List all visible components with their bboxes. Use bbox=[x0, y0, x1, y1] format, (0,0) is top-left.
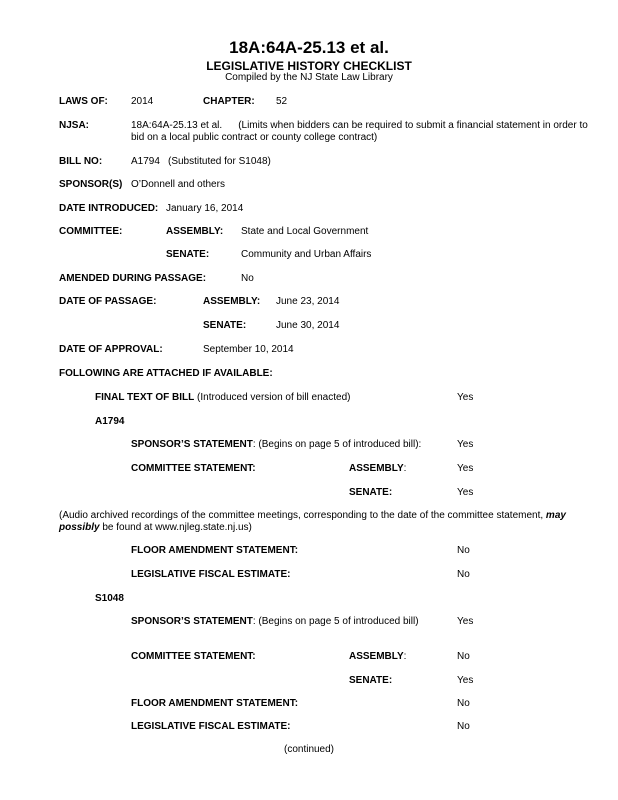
s1048-assembly-row bbox=[349, 651, 406, 663]
s1048-sponsor-value: Yes bbox=[457, 616, 474, 627]
committee-label: COMMITTEE: bbox=[59, 226, 123, 237]
chapter-label: CHAPTER: bbox=[203, 96, 255, 107]
approval-value: September 10, 2014 bbox=[203, 344, 294, 355]
amended-value: No bbox=[241, 273, 254, 284]
s1048-floor-value: No bbox=[457, 698, 470, 709]
audio-note-part-2: be found at www.njleg.state.nj.us) bbox=[99, 522, 252, 533]
a1794-floor-label: FLOOR AMENDMENT STATEMENT: bbox=[131, 545, 299, 556]
a1794-floor-value: No bbox=[457, 545, 470, 556]
s1048-senate-label: SENATE: bbox=[349, 675, 393, 686]
a1794-assembly-label: ASSEMBLY bbox=[349, 463, 404, 474]
a1794-committee-label: COMMITTEE STATEMENT: bbox=[131, 463, 256, 474]
a1794-sponsor-value: Yes bbox=[457, 439, 474, 450]
passage-assembly-value: June 23, 2014 bbox=[276, 296, 340, 307]
a1794-senate-value: Yes bbox=[457, 487, 474, 498]
bill-no-note: (Substituted for S1048) bbox=[168, 156, 271, 167]
continued-note: (continued) bbox=[283, 744, 335, 755]
a1794-assembly-row bbox=[349, 463, 406, 475]
njsa-value: 18A:64A-25.13 et al. bbox=[131, 120, 223, 131]
laws-of-label: LAWS OF: bbox=[59, 96, 108, 107]
passage-senate-value: June 30, 2014 bbox=[276, 320, 340, 331]
approval-label: DATE OF APPROVAL: bbox=[59, 344, 163, 355]
s1048-sponsor-note: : (Begins on page 5 of introduced bill) bbox=[252, 616, 419, 627]
final-text-value: Yes bbox=[457, 392, 474, 403]
a1794-senate-label: SENATE: bbox=[349, 487, 393, 498]
s1048-fiscal-value: No bbox=[457, 721, 470, 732]
bill-no-value: A1794 bbox=[131, 156, 160, 167]
laws-of-value: 2014 bbox=[131, 96, 154, 107]
s1048-sponsor-row bbox=[131, 616, 419, 628]
audio-note bbox=[59, 510, 604, 534]
s1048-assembly-label: ASSEMBLY bbox=[349, 651, 404, 662]
date-introduced-value: January 16, 2014 bbox=[166, 203, 244, 214]
committee-assembly-label: ASSEMBLY: bbox=[166, 226, 224, 237]
attached-heading: FOLLOWING ARE ATTACHED IF AVAILABLE: bbox=[59, 368, 273, 379]
passage-label: DATE OF PASSAGE: bbox=[59, 296, 157, 307]
a1794-fiscal-label: LEGISLATIVE FISCAL ESTIMATE: bbox=[131, 569, 291, 580]
a1794-sponsor-note: : (Begins on page 5 of introduced bill): bbox=[252, 439, 422, 450]
chapter-value: 52 bbox=[276, 96, 288, 107]
sponsors-label: SPONSOR(S) bbox=[59, 179, 123, 190]
s1048-sponsor-label: SPONSOR’S STATEMENT bbox=[131, 616, 253, 627]
passage-assembly-label: ASSEMBLY: bbox=[203, 296, 261, 307]
committee-senate-label: SENATE: bbox=[166, 249, 210, 260]
s1048-assembly-value: No bbox=[457, 651, 470, 662]
a1794-fiscal-value: No bbox=[457, 569, 470, 580]
final-text-note: (Introduced version of bill enacted) bbox=[197, 392, 351, 403]
a1794-assembly-colon: : bbox=[403, 463, 407, 474]
committee-assembly-value: State and Local Government bbox=[241, 226, 369, 237]
audio-note-emphasis: may possibly bbox=[59, 510, 566, 533]
njsa-block bbox=[131, 120, 601, 144]
njsa-description: (Limits when bidders can be required to submit a financial statement in order to bid on a local public contract or county college contract) bbox=[131, 120, 588, 143]
njsa-label: NJSA: bbox=[59, 120, 90, 131]
date-introduced-label: DATE INTRODUCED: bbox=[59, 203, 159, 214]
sponsors-value: O’Donnell and others bbox=[131, 179, 225, 190]
s1048-heading: S1048 bbox=[95, 593, 124, 604]
committee-senate-value: Community and Urban Affairs bbox=[241, 249, 372, 260]
a1794-sponsor-label: SPONSOR’S STATEMENT bbox=[131, 439, 253, 450]
a1794-sponsor-row bbox=[131, 439, 421, 451]
final-text-row bbox=[95, 392, 350, 404]
compiled-by: Compiled by the NJ State Law Library bbox=[225, 72, 393, 83]
passage-senate-label: SENATE: bbox=[203, 320, 247, 331]
amended-label: AMENDED DURING PASSAGE: bbox=[59, 273, 207, 284]
a1794-heading: A1794 bbox=[95, 416, 125, 427]
bill-no-label: BILL NO: bbox=[59, 156, 103, 167]
s1048-fiscal-label: LEGISLATIVE FISCAL ESTIMATE: bbox=[131, 721, 291, 732]
s1048-floor-label: FLOOR AMENDMENT STATEMENT: bbox=[131, 698, 299, 709]
s1048-assembly-colon: : bbox=[403, 651, 407, 662]
a1794-assembly-value: Yes bbox=[457, 463, 474, 474]
document-title: 18A:64A-25.13 et al. bbox=[229, 38, 389, 57]
s1048-senate-value: Yes bbox=[457, 675, 474, 686]
document-subtitle: LEGISLATIVE HISTORY CHECKLIST bbox=[206, 59, 412, 73]
audio-note-part-1: (Audio archived recordings of the committee meetings, corresponding to the date of the committee statement, bbox=[59, 510, 546, 521]
final-text-label: FINAL TEXT OF BILL bbox=[95, 392, 195, 403]
s1048-committee-label: COMMITTEE STATEMENT: bbox=[131, 651, 256, 662]
